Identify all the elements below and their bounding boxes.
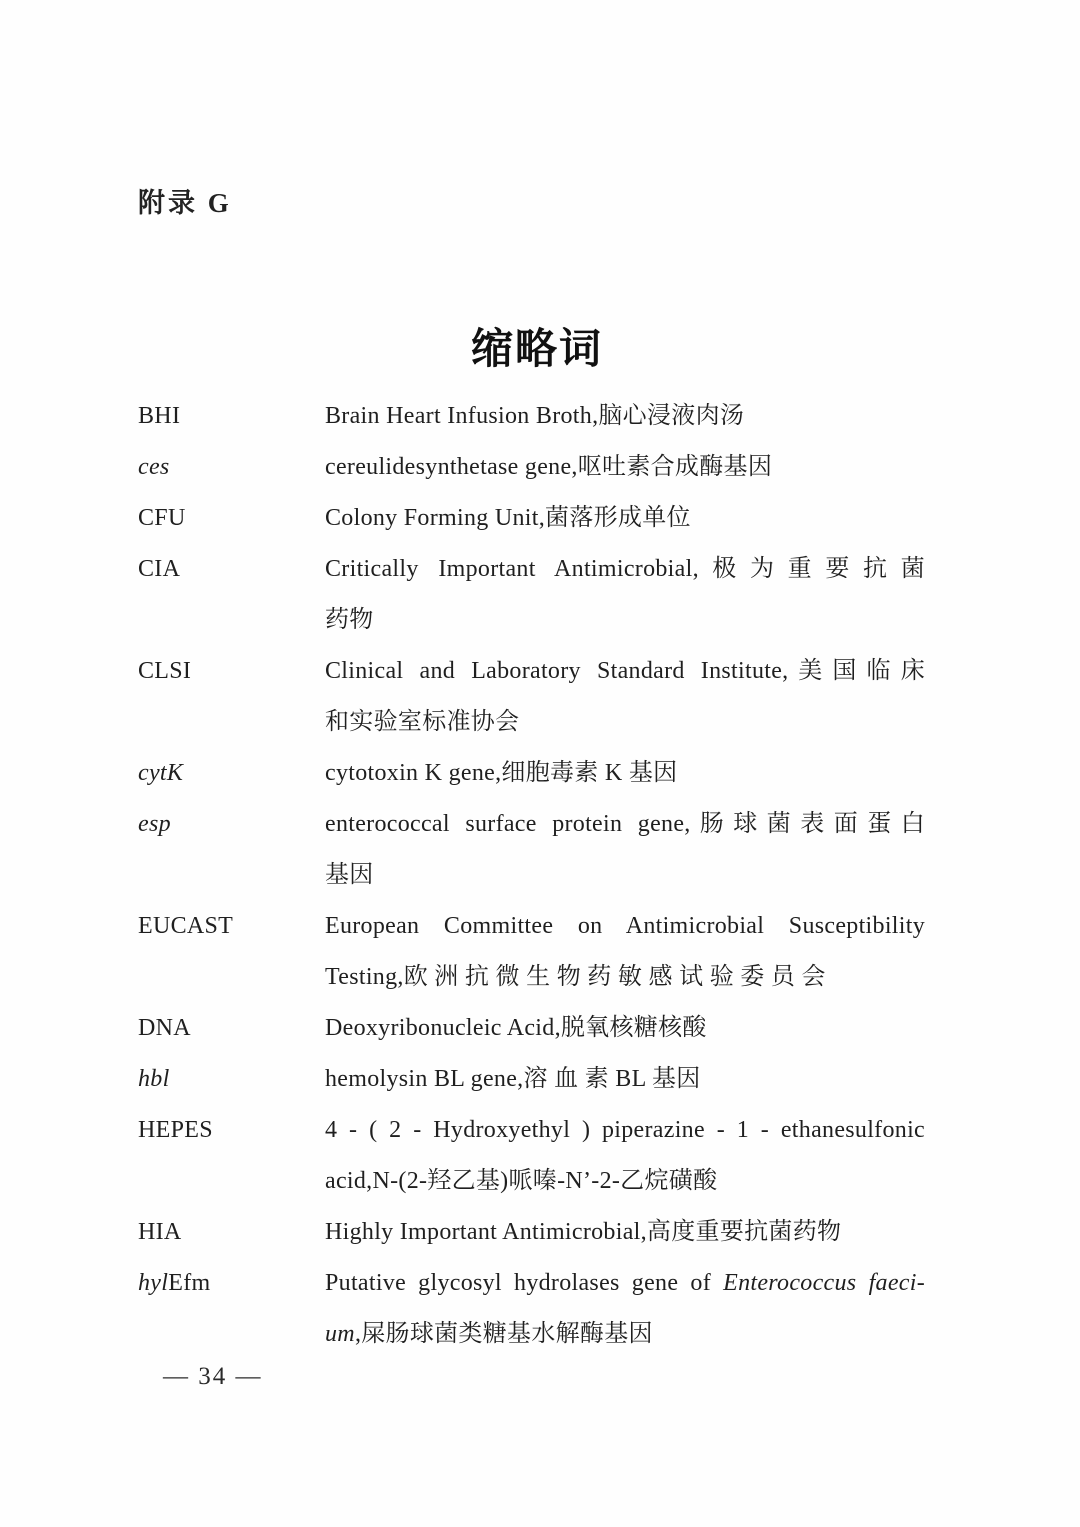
- abbrev-row: [138, 442, 928, 493]
- text-segment: Deoxyribonucleic Acid,脱氧核糖核酸: [325, 1015, 707, 1041]
- definition-line: [325, 901, 925, 952]
- abbrev-definition: [325, 391, 925, 442]
- abbrev-definition: [325, 1207, 925, 1258]
- abbrev-row: [138, 646, 928, 748]
- text-segment: Putative glycosyl hydrolases gene of: [325, 1270, 724, 1296]
- abbrev-definition: [325, 544, 925, 646]
- abbrev-row: [138, 544, 928, 646]
- abbrev-row: [138, 493, 928, 544]
- definition-line: [325, 799, 925, 850]
- text-segment: Highly Important Antimicrobial,高度重要抗菌药物: [325, 1219, 842, 1245]
- abbrev-row: [138, 1054, 928, 1105]
- definition-line: [325, 952, 925, 1003]
- text-segment: hemolysin BL gene,溶 血 素 BL 基因: [325, 1066, 701, 1092]
- text-segment-italic: esp: [138, 811, 171, 837]
- abbrev-term: [138, 646, 325, 697]
- abbrev-definition: [325, 1054, 925, 1105]
- abbrev-term: [138, 1258, 325, 1309]
- text-segment: CFU: [138, 505, 186, 531]
- abbrev-term: [138, 1207, 325, 1258]
- definition-line: [325, 544, 925, 595]
- text-segment: cytotoxin K gene,细胞毒素 K 基因: [325, 760, 678, 786]
- abbrev-definition: [325, 1003, 925, 1054]
- text-segment: DNA: [138, 1015, 191, 1041]
- text-segment: Critically Important Antimicrobial,极为重要抗菌: [325, 556, 925, 582]
- text-segment: enterococcal surface protein gene,肠球菌表面蛋白: [325, 811, 925, 837]
- abbrev-definition: [325, 1105, 925, 1207]
- abbrev-term: [138, 391, 325, 442]
- text-segment-italic: cytK: [138, 760, 184, 786]
- definition-line: [325, 1258, 925, 1309]
- definition-line: [325, 1207, 925, 1258]
- text-segment: Colony Forming Unit,菌落形成单位: [325, 505, 691, 531]
- abbrev-row: [138, 1207, 928, 1258]
- definition-line: [325, 1156, 925, 1207]
- text-segment: Testing,欧 洲 抗 微 生 物 药 敏 感 试 验 委 员 会: [325, 964, 826, 990]
- text-segment: HIA: [138, 1219, 182, 1245]
- definition-line: [325, 1309, 925, 1360]
- text-segment-italic: um: [325, 1321, 355, 1347]
- text-segment: EUCAST: [138, 913, 234, 939]
- text-segment: cereulidesynthetase gene,呕吐素合成酶基因: [325, 454, 773, 480]
- abbrev-term: [138, 1003, 325, 1054]
- abbrev-definition: [325, 646, 925, 748]
- abbrev-row: [138, 1105, 928, 1207]
- text-segment-italic: hbl: [138, 1066, 170, 1092]
- abbrev-definition: [325, 748, 925, 799]
- abbrev-definition: [325, 901, 925, 1003]
- abbrev-row: [138, 391, 928, 442]
- abbrev-term: [138, 1105, 325, 1156]
- text-segment: 基因: [325, 862, 374, 888]
- definition-line: [325, 697, 925, 748]
- text-segment-italic: ces: [138, 454, 170, 480]
- definition-line: [325, 493, 925, 544]
- abbrev-term: [138, 493, 325, 544]
- page-number: — 34 —: [163, 1363, 263, 1390]
- text-segment: 和实验室标准协会: [325, 709, 520, 735]
- text-segment: 药物: [325, 607, 374, 633]
- text-segment: 4 - ( 2 - Hydroxyethyl ) piperazine - 1 - ethanesulfonic: [325, 1117, 925, 1143]
- abbrev-term: [138, 544, 325, 595]
- definition-line: [325, 595, 925, 646]
- abbrev-term: [138, 901, 325, 952]
- text-segment: CLSI: [138, 658, 192, 684]
- definition-line: [325, 850, 925, 901]
- abbrev-term: [138, 1054, 325, 1105]
- text-segment-italic: hyl: [138, 1270, 169, 1296]
- abbrev-row: [138, 748, 928, 799]
- abbrev-term: [138, 799, 325, 850]
- definition-line: [325, 1054, 925, 1105]
- abbrev-row: [138, 1003, 928, 1054]
- abbrev-row: [138, 799, 928, 901]
- abbrev-definition: [325, 442, 925, 493]
- text-segment: Clinical and Laboratory Standard Institute,美国临床: [325, 658, 925, 684]
- definition-line: [325, 748, 925, 799]
- text-segment-italic: Enterococcus faeci-: [723, 1270, 926, 1296]
- text-segment: acid,N-(2-羟乙基)哌嗪-N’-2-乙烷磺酸: [325, 1168, 718, 1194]
- definition-line: [325, 442, 925, 493]
- text-segment: European Committee on Antimicrobial Susceptibility: [325, 913, 925, 939]
- abbrev-definition: [325, 799, 925, 901]
- page-title: 缩略词: [470, 327, 603, 374]
- abbrev-list: [138, 391, 928, 1360]
- abbrev-row: [138, 1258, 928, 1360]
- text-segment: Brain Heart Infusion Broth,脑心浸液肉汤: [325, 403, 745, 429]
- text-segment: HEPES: [138, 1117, 213, 1143]
- text-segment: ,屎肠球菌类糖基水解酶基因: [354, 1321, 653, 1347]
- definition-line: [325, 646, 925, 697]
- abbrev-definition: [325, 493, 925, 544]
- definition-line: [325, 1003, 925, 1054]
- abbrev-term: [138, 748, 325, 799]
- abbrev-term: [138, 442, 325, 493]
- definition-line: [325, 1105, 925, 1156]
- text-segment: CIA: [138, 556, 181, 582]
- abbrev-row: [138, 901, 928, 1003]
- text-segment: BHI: [138, 403, 181, 429]
- abbrev-definition: [325, 1258, 925, 1360]
- appendix-label: 附录 G: [138, 188, 232, 218]
- text-segment: Efm: [168, 1270, 211, 1296]
- definition-line: [325, 391, 925, 442]
